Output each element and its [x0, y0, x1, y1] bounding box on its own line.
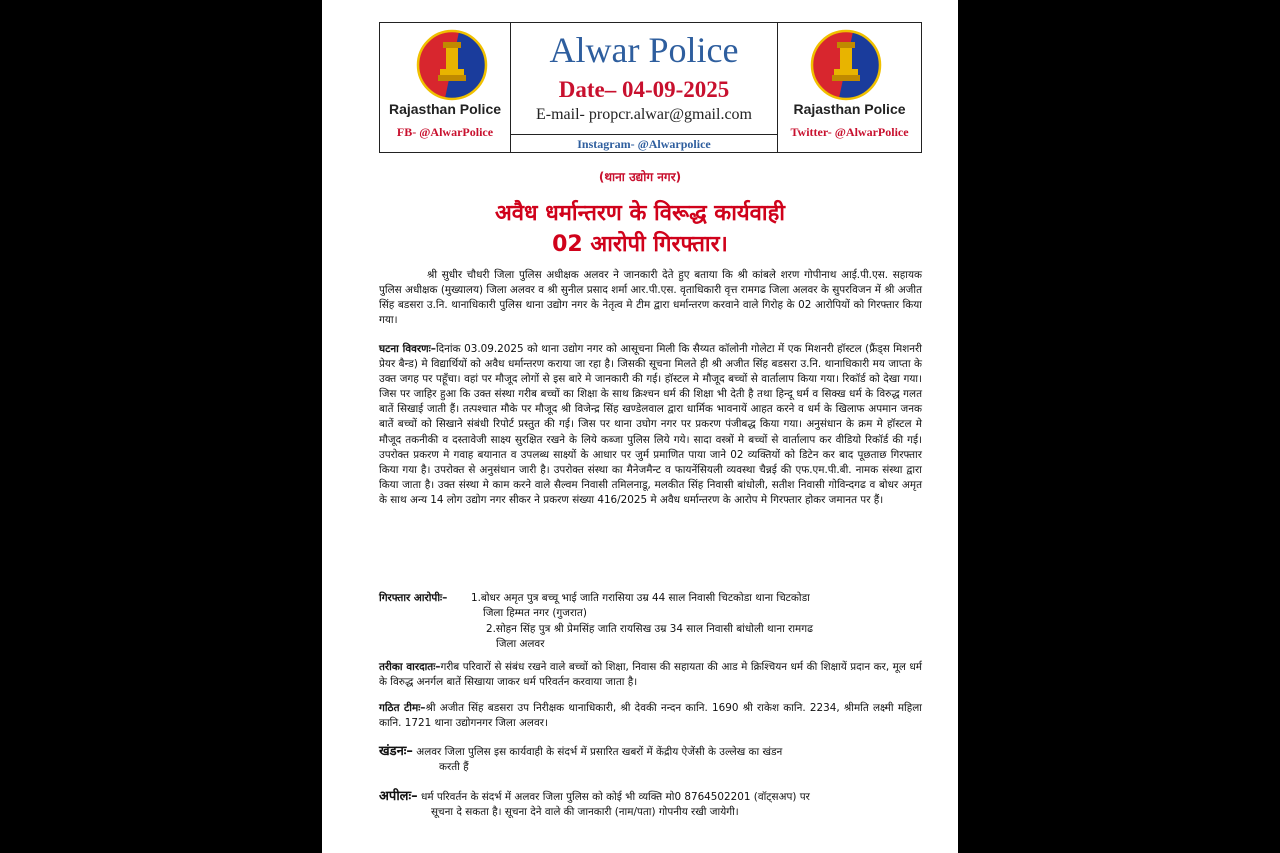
- team-text: श्री अजीत सिंह बडसरा उप निरीक्षक थानाधिकारी, श्री देवकी नन्दन कानि. 1690 श्री राकेश कानि. 2234, श्रीमति लक्ष्मी महिला कानि. 1721 थाना उद्योगनगर जिला अलवर।: [379, 702, 922, 730]
- appeal-text-1: धर्म परिवर्तन के संदर्भ में अलवर जिला पुलिस को कोई भी व्यक्ति मो0 8764502201 (वॉट्सअप) पर: [420, 791, 810, 803]
- incident-text: दिनांक 03.09.2025 को थाना उद्योग नगर को आसूचना मिली कि सैय्यत कॉलोनी गोलेटा में एक मिशनरी हॉस्टल (फ्रैंड्स मिशनरी प्रेयर बैन्ड) मे विद्यार्थियों को अवैध धर्मान्तरण कराया जा रहा है। जिसकी सूचना मिलते ही श्री अजीत सिंह बडसरा उ.नि. थानाधिकारी मय जाप्ता के उक्त जगह पर पहूँचा। वहां पर मौजूद लोगों से इस बारे मे जानकारी की गई। हॉस्टल मे मौजूद बच्चों से वार्तालाप किया गया। रिकॉर्ड को देखा गया। जिस पर जाहिर हुआ कि उक्त संस्था गरीब बच्चों का शिक्षा के साथ क्रिश्चन धर्म की शिक्षा भी देती है तथा हिन्दू धर्म व सिक्ख धर्म के विरुद्ध गलत बातें सिखाई जाती हैं। तत्पश्चात मौके पर मौजूद श्री विजेन्द्र सिंह खण्डेलवाल द्वारा धार्मिक भावनायें आहत करने व धर्म के खिलाफ अपमान जनक बातें बच्चों को सिखाने संबंधी रिपोर्ट प्रस्तुत की गई। जिस पर थाना उघोग नगर पर प्रकरण पंजीबद्ध किया गया। अनुसंधान के क्रम मे हॉस्टल मे मौजूद तकनीकी व दस्तावेजी साक्ष्य सुरक्षित रखने के लिये कब्जा पुलिस लिये गये। सादा वस्त्रों मे बच्चों से वार्तालाप कर वीडियो रिकॉर्ड की गई। उपरोक्त प्रकरण मे गवाह बयानात व उपलब्ध साक्ष्यों के आधार पर जुर्म प्रमाणित पाया जाने 02 व्यक्तियों को डिटेन कर बाद पूछताछ गिरफ्तार किया गया है। उपरोक्त से अनुसंधान जारी है। उपरोक्त संस्था का मैनेजमैन्ट व फायनेंसियली व्यवस्था चैन्नई की एफ.एम.पी.बी. नामक संस्था द्वारा किया जाता है। उक्त संस्था मे काम करने वाले सैल्वम निवासी तमिलनाडू, मलकीत सिंह निवासी बांधोली, सतीश निवासी गोविन्दगढ व बोधर अमृत के साथ अन्य 14 लोग उद्योग नगर सीकर ने प्रकरण संख्या 416/2025 मे अवैध धर्मान्तरण के आरोप मे गिरफ्तार होकर जमानत पर हैं।: [379, 343, 922, 506]
- modus-text: गरीब परिवारों से संबंध रखने वाले बच्चों को शिक्षा, निवास की सहायता की आड मे क्रिश्चियन धर्म की शिक्षायें प्रदान कर, मूल धर्म के विरुद्ध अनर्गल बातें सिखाया जाकर धर्म परिवर्तन करवाया जाता है।: [379, 661, 923, 689]
- arrested-accused-1: 1.बोधर अमृत पुत्र बच्चू भाई जाति गरासिया उम्र 44 साल निवासी चिटकोडा थाना चिटकोडा जिला हिम्मत नगर (गुजरात): [471, 592, 810, 620]
- letterhead-center: [511, 23, 778, 152]
- team-section: [379, 701, 922, 731]
- facebook-handle: FB- @AlwarPolice: [396, 125, 494, 139]
- denial-section: [379, 744, 922, 776]
- police-station: (थाना उद्योग नगर): [598, 170, 682, 184]
- letterhead: [379, 22, 922, 153]
- appeal-text-2: सूचना दे सकता है। सूचना देने वाले की जानकारी (नाम/पता) गोपनीय रखी जायेगी।: [431, 806, 739, 819]
- contact-email: E-mail- propcr.alwar@gmail.com: [536, 106, 752, 123]
- appeal-section: [379, 789, 922, 821]
- instagram-handle: Instagram- @Alwarpolice: [511, 134, 777, 153]
- headline-line-1: अवैध धर्मान्तरण के विरूद्ध कार्यवाही: [495, 201, 785, 226]
- rajasthan-police-emblem: [808, 27, 884, 103]
- left-rajasthan-police-label: Rajasthan Police: [388, 101, 502, 117]
- arrested-label: गिरफ्तार आरोपीः–: [379, 592, 448, 604]
- modus-section: [379, 660, 922, 690]
- denial-text-2: करती हैं: [439, 761, 469, 774]
- intro-paragraph: श्री सुधीर चौधरी जिला पुलिस अधीक्षक अलवर ने जानकारी देते हुए बताया कि श्री कांबले शरण गोपीनाथ आई.पी.एस. सहायक पुलिस अधीक्षक (मुख्यालय) जिला अलवर व श्री सुनील प्रसाद शर्मा आर.पी.एस. वृताधिकारी वृत्त रामगढ जिला अलवर के सुपरविजन में श्री अजीत सिंह बडसरा उ.नि. थानाधिकारी पुलिस थाना उद्योग नगर के नेतृत्व मे टीम द्वारा धर्मान्तरण करवाने वाले गिरोह के 02 आरोपियों को गिरफ्तार किया गया।: [379, 269, 922, 327]
- right-rajasthan-police-label: Rajasthan Police: [793, 101, 906, 117]
- headline-line-2: 02 आरोपी गिरफ्तार।: [552, 232, 728, 257]
- denial-text-1: अलवर जिला पुलिस इस कार्यवाही के संदर्भ में प्रसारित खबरों में केंद्रीय ऐजेंसी के उल्लेख का खंडन: [416, 746, 783, 758]
- team-label: गठित टीमः–: [379, 702, 426, 714]
- rajasthan-police-emblem: [414, 27, 490, 103]
- arrested-accused-2: 2.सोहन सिंह पुत्र श्री प्रेमसिंह जाति रायसिख उम्र 34 साल निवासी बांधोली थाना रामगढ जिला अलवर: [486, 623, 813, 651]
- modus-label: तरीका वारदातः–: [379, 661, 441, 673]
- release-date: Date– 04-09-2025: [558, 77, 730, 102]
- press-release-page: [322, 0, 958, 853]
- incident-label: घटना विवरणः–: [379, 343, 436, 355]
- appeal-label: अपीलः–: [379, 789, 418, 804]
- incident-section: [379, 342, 922, 508]
- page-title: Alwar Police: [549, 30, 739, 70]
- letterhead-right: [778, 23, 921, 152]
- letterhead-left: [380, 23, 511, 152]
- twitter-handle: Twitter- @AlwarPolice: [790, 125, 909, 139]
- headline: [322, 198, 958, 260]
- denial-label: खंडनः–: [379, 744, 413, 759]
